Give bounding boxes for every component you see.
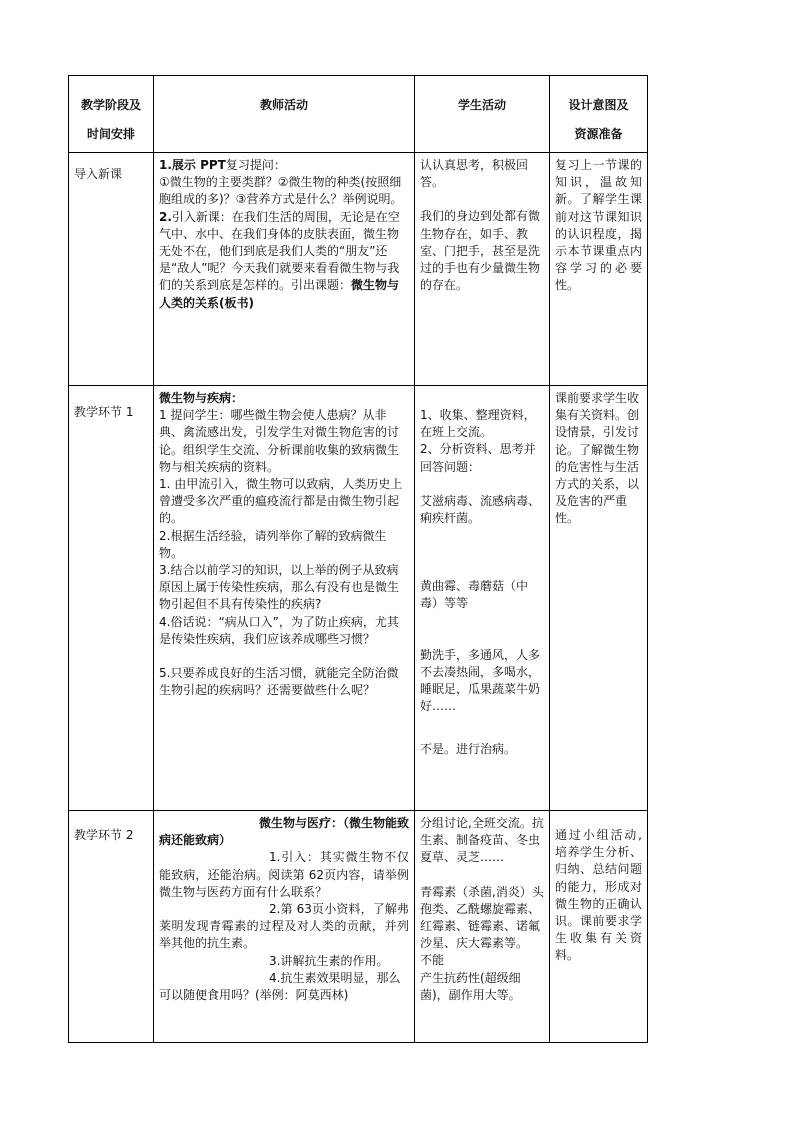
teacher-activity-cell: 微生物与疾病： 1 提问学生：哪些微生物会使人患病？从非典、禽流感出发，引发学生对微生物危害的讨论。组织学生交流、分析课前收集的致病微生物与相关疾病的资料。 1. 由甲流引入，微生物可以致病，人类历史上曾遭受多次严重的瘟疫流行都是由微生物引起的。 2.根据生活经验，请列举你了解的致病微生物。 3.结合以前学习的知识，以上举的例子从致病原因上属于传染性疾病，那么有没有也是微生物引起但不具有传染性的疾病? 4.俗话说：“病从口入”，为了防止疾病，尤其是传染性疾病，我们应该养成哪些习惯？ 5.只要养成良好的生活习惯，就能完全防治微生物引起的疾病吗？还需要做些什么呢？: [154, 386, 415, 811]
stage-cell: 导入新课: [69, 153, 154, 386]
table-row: [69, 153, 648, 386]
student-activity-cell: 1、收集、整理资料，在班上交流。 2、分析资料、思考并回答问题： 艾滋病毒、流感病毒、痢疾杆菌。 黄曲霉、毒蘑菇（中毒）等等 勤洗手，多通风，人多不去凑热闹，多喝水，睡眠足，瓜果蔬菜牛奶好…… 不是。进行治病。: [415, 386, 550, 811]
header-design-cell: 设计意图及 资源准备: [550, 76, 648, 153]
table-row: [69, 386, 648, 811]
table-row: [69, 811, 648, 1043]
header-student-cell: 学生活动: [415, 76, 550, 153]
teacher-activity-cell: 1.展示 PPT复习提问： ①微生物的主要类群？②微生物的种类(按照细胞组成的多)？③营养方式是什么？举例说明。 2.引入新课：在我们生活的周围，无论是在空气中、水中、在我们身体的皮肤表面，微生物无处不在，他们到底是我们人类的“朋友”还是“敌人”呢？今天我们就要来看看微生物与我们的关系到底是怎样的。引出课题：微生物与人类的关系(板书): [154, 153, 415, 386]
stage-cell: 教学环节 1: [69, 386, 154, 811]
teacher-activity-cell: 微生物与医疗：（微生物能致病还能致病） 1.引入：其实微生物不仅能致病，还能治病。阅读第 62页内容，请举例微生物与医药方面有什么联系？ 2.第 63页小资料，了解弗莱明发现青霉素的过程及对人类的贡献，并列举其他的抗生素。 3.讲解抗生素的作用。 4.抗生素效果明显，那么可以随便食用吗？(举例：阿莫西林): [154, 811, 415, 1043]
stage-cell: 教学环节 2: [69, 811, 154, 1043]
design-intent-cell: 通过小组活动,培养学生分析、归纳、总结问题的能力，形成对微生物的正确认识。课前要求学生收集有关资料。: [550, 811, 648, 1043]
student-activity-cell: 分组讨论,全班交流。抗生素、制备疫苗、冬虫夏草、灵芝…… 青霉素（杀菌,消炎）头孢类、乙酰螺旋霉素、红霉素、链霉素、诺氟沙星、庆大霉素等。 不能 产生抗药性(超级细菌)，副作用大等。: [415, 811, 550, 1043]
header-teacher-cell: 教师活动: [154, 76, 415, 153]
header-row: [69, 76, 648, 153]
design-intent-cell: 复习上一节课的知识，温故知新。了解学生课前对这节课知识的认识程度，揭示本节课重点内容学习的必要性。: [550, 153, 648, 386]
design-intent-cell: 课前要求学生收集有关资料。创设情景，引发讨论。了解微生物的危害性与生活方式的关系，以及危害的严重性。: [550, 386, 648, 811]
header-stage-cell: 教学阶段及 时间安排: [69, 76, 154, 153]
lesson-plan-table: [68, 75, 648, 1043]
student-activity-cell: 认认真思考，积极回答。 我们的身边到处都有微生物存在，如手、教室、门把手，甚至是洗过的手也有少量微生物的存在。: [415, 153, 550, 386]
